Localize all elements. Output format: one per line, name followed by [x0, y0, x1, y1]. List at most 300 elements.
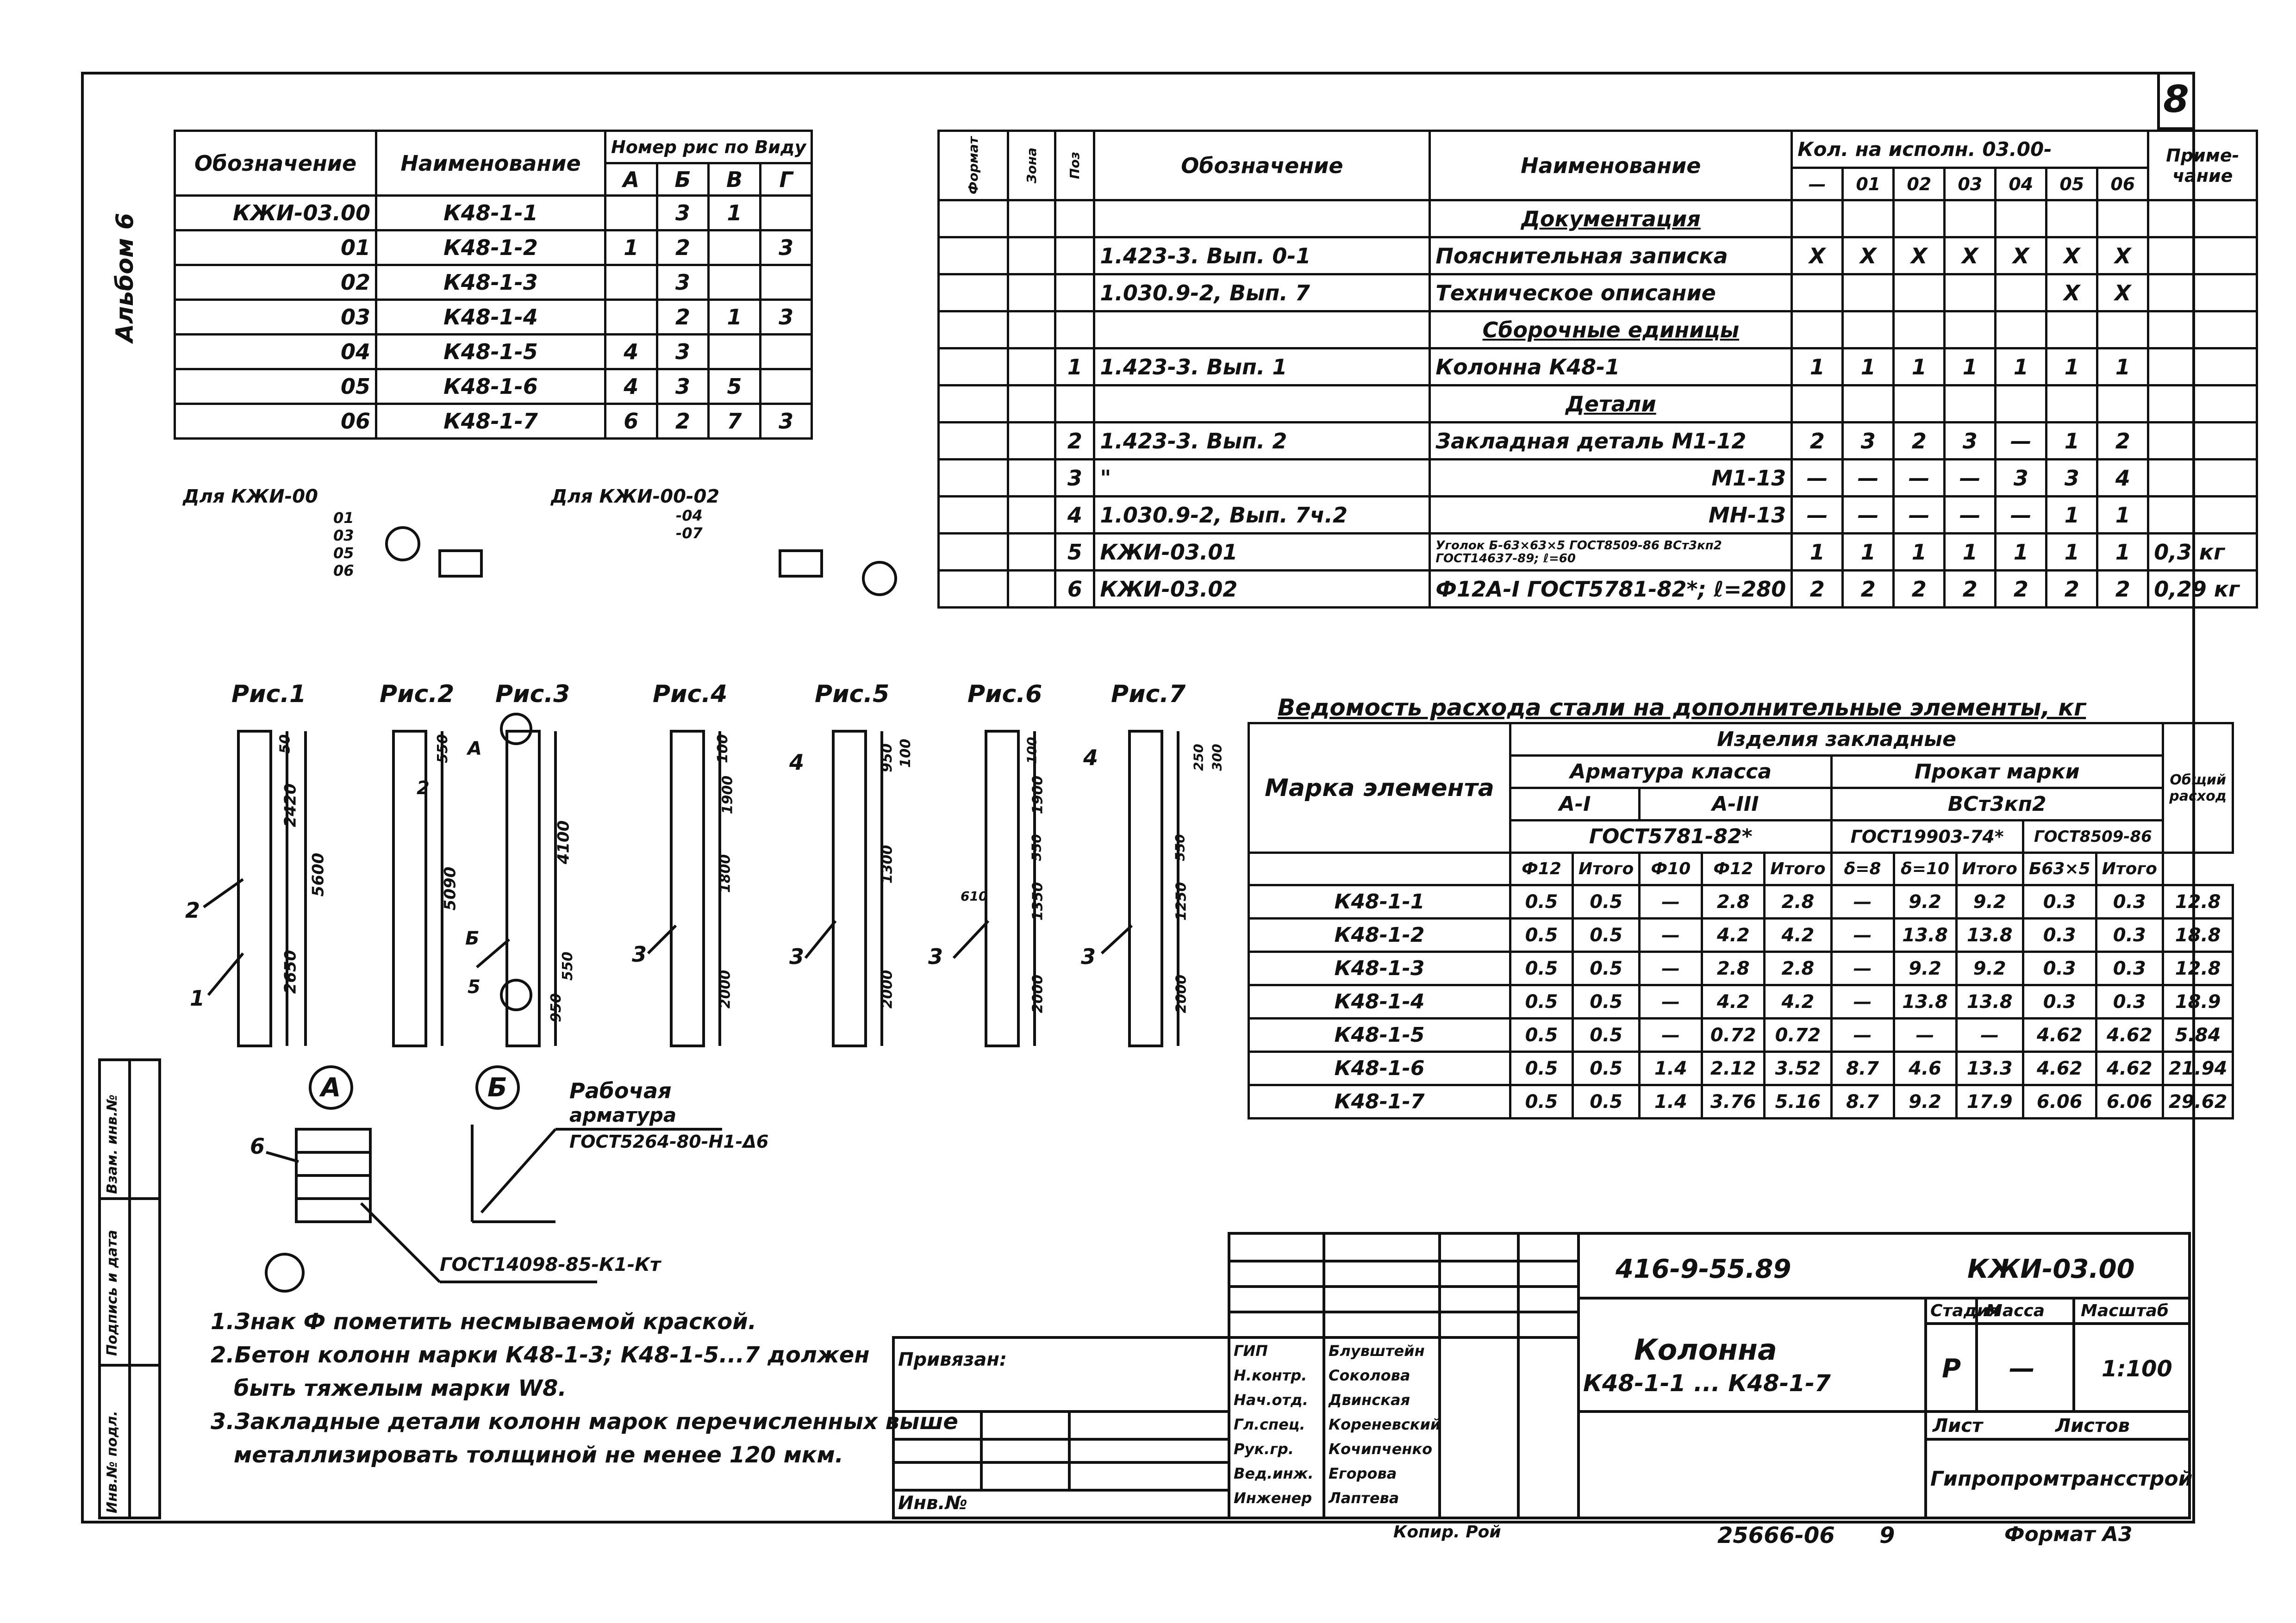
- view-cell: 6: [605, 404, 657, 439]
- qty-cell: 1: [1945, 534, 1996, 571]
- value-cell: 1.4: [1640, 1052, 1702, 1085]
- table-row: [1249, 919, 2233, 952]
- role-name: Кочипченко: [1329, 1440, 1433, 1458]
- qty-cell: X: [1843, 237, 1894, 274]
- col-gost1: ГОСТ5781-82*: [1510, 821, 1832, 853]
- variant-col: 03: [1945, 168, 1996, 200]
- steel-col: Ф10: [1640, 853, 1702, 885]
- name-cell: Ф12А-I ГОСТ5781-82*; ℓ=280: [1430, 571, 1792, 608]
- value-cell: 0.5: [1573, 1052, 1640, 1085]
- mark-cell: К48-1-2: [1249, 919, 1510, 952]
- designation-cell: 1.423-3. Вып. 2: [1094, 423, 1430, 460]
- fig3-p: 5: [468, 976, 480, 998]
- role-name: Лаптева: [1329, 1489, 1399, 1507]
- fig6-d3: 1350: [1029, 882, 1046, 921]
- view-col: Г: [760, 163, 812, 196]
- col-format: Формат: [939, 131, 1008, 200]
- value-cell: 2.8: [1702, 885, 1765, 919]
- value-cell: 0.3: [2023, 919, 2096, 952]
- col-total: Общий расход: [2163, 723, 2233, 853]
- binding-label: Привязан:: [898, 1349, 1007, 1370]
- name-cell: К48-1-4: [376, 300, 605, 335]
- qty-cell: 2: [1945, 571, 1996, 608]
- value-cell: 9.2: [1894, 952, 1956, 985]
- fig4-d1: 100: [714, 734, 731, 763]
- col-zone: Зона: [1008, 131, 1055, 200]
- view-cell: 1: [709, 300, 761, 335]
- col-name: Наименование: [376, 131, 605, 196]
- value-cell: 9.2: [1956, 885, 2023, 919]
- fig7-d2: 550: [1172, 834, 1188, 861]
- name-cell: Уголок Б-63×63×5 ГОСТ8509-86 ВСт3кп2 ГОСТ14637-89; ℓ=60: [1430, 534, 1792, 571]
- qty-cell: 4: [2097, 460, 2148, 497]
- view-col: В: [709, 163, 761, 196]
- qty-cell: 2: [2046, 571, 2097, 608]
- steel-col: Ф12: [1510, 853, 1573, 885]
- value-cell: 2.8: [1765, 885, 1831, 919]
- qty-cell: —: [1843, 460, 1894, 497]
- stamp-inv-orig: Инв.№ подл.: [104, 1411, 120, 1513]
- col-ai: А-I: [1510, 788, 1640, 821]
- view-cell: 3: [657, 369, 709, 404]
- name-cell: М1-13: [1430, 460, 1792, 497]
- fig6-d5: 610: [961, 889, 988, 904]
- tb-stage: Р: [1942, 1354, 1961, 1384]
- view-cell: 1: [709, 196, 761, 230]
- value-cell: —: [1640, 952, 1702, 985]
- name-cell: Пояснительная записка: [1430, 237, 1792, 274]
- designation-cell: КЖИ-03.02: [1094, 571, 1430, 608]
- view-cell: 2: [657, 404, 709, 439]
- fig6-d2: 550: [1029, 834, 1044, 861]
- value-cell: 0.72: [1702, 1019, 1765, 1052]
- column-fig6: [986, 731, 1018, 1046]
- value-cell: 0.5: [1510, 1085, 1573, 1119]
- fig1-p2: 1: [190, 986, 205, 1011]
- detail-b-gost: ГОСТ5264-80-Н1-Δ6: [569, 1132, 769, 1152]
- column-fig7: [1129, 731, 1162, 1046]
- steel-col: Б63×5: [2023, 853, 2096, 885]
- tb-sheet: Лист: [1933, 1415, 1983, 1436]
- qty-cell: 2: [1843, 571, 1894, 608]
- qty-cell: 1: [1894, 534, 1945, 571]
- role-label: Инженер: [1234, 1489, 1312, 1507]
- value-cell: 0.3: [2096, 985, 2163, 1019]
- value-cell: —: [1894, 1019, 1956, 1052]
- qty-cell: —: [1996, 497, 2046, 534]
- table-row: [1249, 1085, 2233, 1119]
- table-row: [1249, 952, 2233, 985]
- col-gost3: ГОСТ8509-86: [2023, 821, 2163, 853]
- value-cell: —: [1640, 885, 1702, 919]
- fig6-d6: 100: [1024, 737, 1040, 764]
- value-cell: 13.8: [1894, 985, 1956, 1019]
- stamp-sign-date: Подпись и дата: [104, 1230, 120, 1356]
- section-title: Сборочные единицы: [1430, 311, 1792, 348]
- value-cell: 4.2: [1702, 919, 1765, 952]
- mark-cell: К48-1-4: [1249, 985, 1510, 1019]
- value-cell: 18.9: [2163, 985, 2233, 1019]
- value-cell: 13.3: [1956, 1052, 2023, 1085]
- view-cell: 4: [605, 369, 657, 404]
- tb-scale: 1:100: [2102, 1356, 2172, 1382]
- table-row: [1249, 1052, 2233, 1085]
- value-cell: 0.5: [1510, 1019, 1573, 1052]
- view-cell: 3: [657, 335, 709, 369]
- figure-label: Рис.2: [380, 680, 455, 708]
- value-cell: 0.5: [1510, 985, 1573, 1019]
- value-cell: 0.3: [2023, 952, 2096, 985]
- value-cell: —: [1831, 985, 1894, 1019]
- note-line: 1.Знак Ф пометить несмываемой краской.: [211, 1309, 757, 1335]
- steel-col: Итого: [1573, 853, 1640, 885]
- col-fig: Номер рис по Виду: [605, 131, 812, 163]
- value-cell: 13.8: [1894, 919, 1956, 952]
- value-cell: 4.62: [2023, 1019, 2096, 1052]
- for-kzhi-00-02-list: -04 -07: [676, 507, 703, 542]
- value-cell: 4.2: [1765, 985, 1831, 1019]
- qty-cell: 1: [1843, 534, 1894, 571]
- view-cell: 2: [657, 300, 709, 335]
- value-cell: 4.2: [1765, 919, 1831, 952]
- value-cell: 0.5: [1573, 919, 1640, 952]
- value-cell: 4.2: [1702, 985, 1765, 1019]
- steel-col: Итого: [1956, 853, 2023, 885]
- value-cell: 0.72: [1765, 1019, 1831, 1052]
- table-row: [1249, 1019, 2233, 1052]
- fig5-p2: 3: [789, 944, 805, 969]
- value-cell: 0.5: [1573, 1019, 1640, 1052]
- qty-cell: —: [1843, 497, 1894, 534]
- value-cell: 8.7: [1831, 1052, 1894, 1085]
- role-label: Вед.инж.: [1234, 1465, 1314, 1482]
- qty-cell: 1: [1996, 534, 2046, 571]
- qty-cell: 1: [2097, 348, 2148, 386]
- value-cell: 0.3: [2096, 885, 2163, 919]
- value-cell: —: [1640, 1019, 1702, 1052]
- value-cell: —: [1831, 1019, 1894, 1052]
- col-rebar: Арматура класса: [1510, 756, 1832, 788]
- value-cell: 4.62: [2096, 1019, 2163, 1052]
- fig5-d1: 950: [879, 743, 895, 772]
- col-name: Наименование: [1430, 131, 1792, 200]
- designation-cell: 1.423-3. Вып. 1: [1094, 348, 1430, 386]
- tb-code: 416-9-55.89: [1616, 1254, 1791, 1284]
- designation-cell: 1.423-3. Вып. 0-1: [1094, 237, 1430, 274]
- col-aiii: А-III: [1640, 788, 1831, 821]
- qty-cell: 1: [1792, 534, 1843, 571]
- mark-cell: К48-1-3: [1249, 952, 1510, 985]
- role-name: Двинская: [1329, 1391, 1410, 1409]
- fig5-d2: 1300: [879, 845, 896, 884]
- role-name: Егорова: [1329, 1465, 1397, 1482]
- section-title: Документация: [1430, 200, 1792, 237]
- fig4-p: 3: [632, 942, 647, 967]
- fig6-p: 3: [928, 944, 943, 969]
- fig2-d2: 5090: [441, 866, 460, 911]
- qty-cell: 1: [1792, 348, 1843, 386]
- qty-cell: 2: [1894, 423, 1945, 460]
- qty-cell: X: [2097, 237, 2148, 274]
- value-cell: 1.4: [1640, 1085, 1702, 1119]
- qty-cell: 2: [1894, 571, 1945, 608]
- fig7-d3: 1250: [1173, 882, 1190, 921]
- designation-cell: 05: [175, 369, 376, 404]
- note-line: 3.Закладные детали колонн марок перечисленных выше: [211, 1409, 958, 1435]
- pos-cell: 6: [1055, 571, 1094, 608]
- value-cell: 0.5: [1573, 952, 1640, 985]
- pos-cell: 1: [1055, 348, 1094, 386]
- qty-cell: 1: [2097, 497, 2148, 534]
- col-rolled: Прокат марки: [1831, 756, 2163, 788]
- footer-format: Формат А3: [2004, 1523, 2133, 1546]
- tb-h-scale: Масштаб: [2081, 1301, 2169, 1320]
- value-cell: 8.7: [1831, 1085, 1894, 1119]
- designation-cell: 1.030.9-2, Вып. 7: [1094, 274, 1430, 311]
- variant-col: —: [1792, 168, 1843, 200]
- stamp-replace-inv: Взам. инв.№: [104, 1094, 120, 1194]
- col-embedded: Изделия закладные: [1510, 723, 2163, 756]
- steel-col: Итого: [1765, 853, 1831, 885]
- qty-cell: 1: [1894, 348, 1945, 386]
- for-kzhi-00: Для КЖИ-00: [183, 486, 318, 507]
- name-cell: К48-1-3: [376, 265, 605, 300]
- col-qty: Кол. на исполн. 03.00-: [1792, 131, 2148, 168]
- value-cell: —: [1956, 1019, 2023, 1052]
- fig7-p2: 3: [1081, 944, 1096, 969]
- figure-label: Рис.7: [1111, 680, 1186, 708]
- qty-cell: 3: [2046, 460, 2097, 497]
- qty-cell: X: [2046, 237, 2097, 274]
- value-cell: 9.2: [1894, 885, 1956, 919]
- qty-cell: 2: [1996, 571, 2046, 608]
- value-cell: 2.8: [1765, 952, 1831, 985]
- view-cell: 1: [605, 230, 657, 265]
- value-cell: 0.5: [1510, 919, 1573, 952]
- view-cell: 7: [709, 404, 761, 439]
- value-cell: 2.8: [1702, 952, 1765, 985]
- tb-object: Колонна: [1634, 1333, 1777, 1367]
- designation-cell: КЖИ-03.00: [175, 196, 376, 230]
- value-cell: 12.8: [2163, 885, 2233, 919]
- album-label: Альбом 6: [111, 212, 139, 342]
- qty-cell: —: [1894, 460, 1945, 497]
- binding-inv: Инв.№: [898, 1492, 967, 1514]
- designation-cell: 02: [175, 265, 376, 300]
- fig2-d1: 550: [434, 734, 451, 763]
- view-cell: 3: [657, 196, 709, 230]
- fig3-d2: 550: [559, 951, 576, 981]
- note-cell: 0,29 кг: [2148, 571, 2257, 608]
- designation-cell: 04: [175, 335, 376, 369]
- value-cell: 29.62: [2163, 1085, 2233, 1119]
- qty-cell: —: [1894, 497, 1945, 534]
- tb-sheets: Листов: [2055, 1415, 2130, 1436]
- view-cell: 4: [605, 335, 657, 369]
- qty-cell: —: [1945, 497, 1996, 534]
- tb-h-mass: Масса: [1986, 1301, 2045, 1320]
- value-cell: 13.8: [1956, 985, 2023, 1019]
- value-cell: 2.12: [1702, 1052, 1765, 1085]
- note-cell: 0,3 кг: [2148, 534, 2257, 571]
- footer-num2: 9: [1879, 1523, 1895, 1548]
- value-cell: 0.5: [1510, 885, 1573, 919]
- qty-cell: 1: [2097, 534, 2148, 571]
- variant-col: 02: [1894, 168, 1945, 200]
- value-cell: 5.16: [1765, 1085, 1831, 1119]
- view-cell: 3: [760, 230, 812, 265]
- value-cell: —: [1640, 919, 1702, 952]
- fig5-d4: 100: [897, 739, 914, 768]
- fig5-d3: 2000: [879, 970, 896, 1009]
- col-note: Приме- чание: [2148, 131, 2257, 200]
- figure-label: Рис.5: [815, 680, 890, 708]
- value-cell: 4.62: [2023, 1052, 2096, 1085]
- pos-cell: 2: [1055, 423, 1094, 460]
- fig1-total: 5600: [309, 852, 328, 897]
- qty-cell: —: [1996, 423, 2046, 460]
- steel-col: Итого: [2096, 853, 2163, 885]
- variant-col: 01: [1843, 168, 1894, 200]
- qty-cell: —: [1945, 460, 1996, 497]
- qty-cell: 1: [2046, 497, 2097, 534]
- qty-cell: 2: [1792, 571, 1843, 608]
- fig2-p: 2: [417, 777, 430, 799]
- qty-cell: X: [2097, 274, 2148, 311]
- fig7-d1: 250: [1191, 744, 1206, 771]
- qty-cell: 3: [1945, 423, 1996, 460]
- detail-a-pos: 6: [250, 1134, 265, 1159]
- value-cell: —: [1640, 985, 1702, 1019]
- variant-col: 06: [2097, 168, 2148, 200]
- qty-cell: X: [1945, 237, 1996, 274]
- col-gost2: ГОСТ19903-74*: [1831, 821, 2023, 853]
- view-cell: 3: [760, 300, 812, 335]
- tb-doc: КЖИ-03.00: [1967, 1254, 2135, 1284]
- steel-table-title: Ведомость расхода стали на дополнительные элементы, кг: [1278, 694, 2086, 721]
- qty-cell: X: [1996, 237, 2046, 274]
- value-cell: 6.06: [2023, 1085, 2096, 1119]
- value-cell: 0.5: [1573, 885, 1640, 919]
- qty-cell: 2: [1792, 423, 1843, 460]
- designation-cell: 06: [175, 404, 376, 439]
- value-cell: 0.5: [1573, 1085, 1640, 1119]
- fig1-p1: 2: [185, 898, 200, 923]
- value-cell: 0.3: [2096, 919, 2163, 952]
- role-name: Соколова: [1329, 1367, 1410, 1384]
- qty-cell: 1: [2046, 423, 2097, 460]
- pos-cell: 5: [1055, 534, 1094, 571]
- mark-cell: К48-1-7: [1249, 1085, 1510, 1119]
- figure-label: Рис.4: [653, 680, 728, 708]
- mark-cell: К48-1-1: [1249, 885, 1510, 919]
- role-name: Блувштейн: [1329, 1342, 1425, 1360]
- tb-org: Гипропромтрансстрой: [1930, 1467, 2193, 1491]
- value-cell: 4.6: [1894, 1052, 1956, 1085]
- steel-col: δ=10: [1894, 853, 1956, 885]
- variant-col: 04: [1996, 168, 2046, 200]
- pos-cell: 3: [1055, 460, 1094, 497]
- fig5-p1: 4: [789, 750, 805, 775]
- fig3-pa: А: [468, 738, 482, 759]
- detail-b-note1: Рабочая: [569, 1078, 672, 1103]
- qty-cell: 1: [2046, 348, 2097, 386]
- name-cell: К48-1-5: [376, 335, 605, 369]
- footer-number: 25666-06: [1717, 1523, 1835, 1548]
- note-line: 2.Бетон колонн марки К48-1-3; К48-1-5...7 должен: [211, 1342, 870, 1368]
- qty-cell: 2: [2097, 423, 2148, 460]
- col-mark: Марка элемента: [1249, 723, 1510, 853]
- col-pos: Поз: [1055, 131, 1094, 200]
- qty-cell: 3: [1843, 423, 1894, 460]
- role-label: Нач.отд.: [1234, 1391, 1309, 1409]
- steel-col: Ф12: [1702, 853, 1765, 885]
- fig7-p1: 4: [1083, 745, 1098, 770]
- fig3-d3: 950: [548, 993, 564, 1022]
- qty-cell: 1: [2046, 534, 2097, 571]
- value-cell: 9.2: [1894, 1085, 1956, 1119]
- value-cell: 4.62: [2096, 1052, 2163, 1085]
- role-label: Гл.спец.: [1234, 1416, 1305, 1433]
- designation-cell: 03: [175, 300, 376, 335]
- view-cell: 2: [657, 230, 709, 265]
- steel-col: δ=8: [1831, 853, 1894, 885]
- note-line: быть тяжелым марки W8.: [234, 1375, 567, 1401]
- role-label: ГИП: [1234, 1342, 1268, 1360]
- value-cell: 0.5: [1510, 1052, 1573, 1085]
- note-line: металлизировать толщиной не менее 120 мкм.: [234, 1442, 843, 1468]
- col-designation: Обозначение: [175, 131, 376, 196]
- fig3-d1: 4100: [554, 820, 573, 864]
- name-cell: К48-1-2: [376, 230, 605, 265]
- qty-cell: —: [1792, 460, 1843, 497]
- qty-cell: X: [1894, 237, 1945, 274]
- value-cell: 3.76: [1702, 1085, 1765, 1119]
- qty-cell: 1: [1996, 348, 2046, 386]
- value-cell: 0.3: [2023, 985, 2096, 1019]
- column-fig5: [833, 731, 866, 1046]
- value-cell: 3.52: [1765, 1052, 1831, 1085]
- steel-table: [1248, 722, 2234, 1119]
- designation-cell: ": [1094, 460, 1430, 497]
- name-cell: К48-1-1: [376, 196, 605, 230]
- name-cell: К48-1-6: [376, 369, 605, 404]
- tb-h-stage: Стадия: [1930, 1301, 1999, 1320]
- value-cell: 17.9: [1956, 1085, 2023, 1119]
- name-cell: К48-1-7: [376, 404, 605, 439]
- role-label: Н.контр.: [1234, 1367, 1307, 1384]
- fig3-pb: Б: [465, 928, 480, 949]
- view-col: А: [605, 163, 657, 196]
- value-cell: 0.3: [2023, 885, 2096, 919]
- value-cell: 12.8: [2163, 952, 2233, 985]
- table-row: [1249, 985, 2233, 1019]
- value-cell: 0.5: [1573, 985, 1640, 1019]
- fig1-d2: 2420: [281, 783, 300, 827]
- figure-label: Рис.6: [967, 680, 1042, 708]
- value-cell: 0.3: [2096, 952, 2163, 985]
- designation-cell: 01: [175, 230, 376, 265]
- column-fig4: [671, 731, 704, 1046]
- value-cell: —: [1831, 952, 1894, 985]
- col-designation: Обозначение: [1094, 131, 1430, 200]
- col-vst: ВСт3кп2: [1831, 788, 2163, 821]
- fig6-d4: 2000: [1029, 974, 1046, 1014]
- name-cell: Закладная деталь М1-12: [1430, 423, 1792, 460]
- fig6-d1: 1900: [1029, 775, 1046, 815]
- detail-a-label: А: [321, 1073, 341, 1103]
- figure-label: Рис.1: [231, 680, 306, 708]
